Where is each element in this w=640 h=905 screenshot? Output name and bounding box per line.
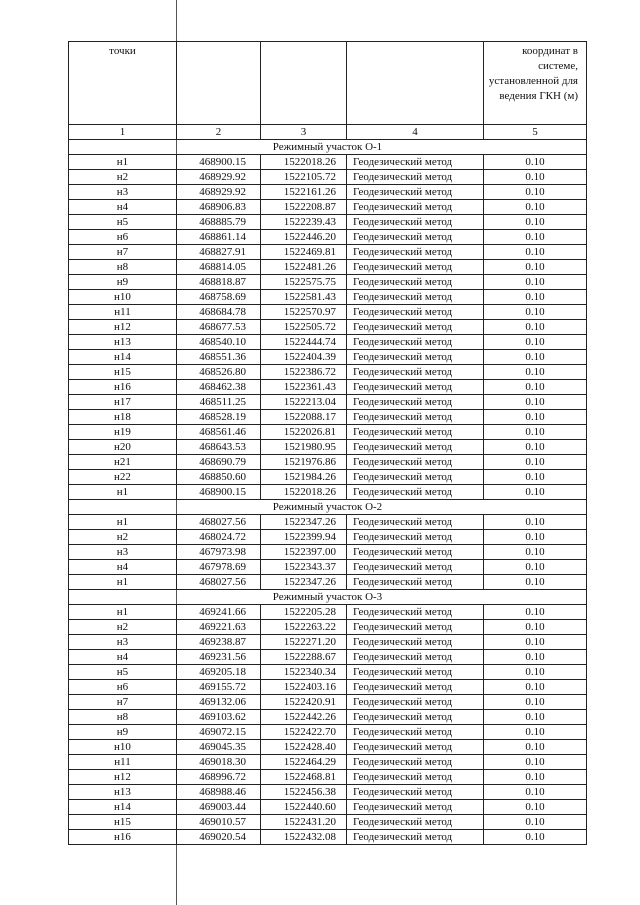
- x-coordinate-cell: 468906.83: [177, 200, 261, 215]
- y-coordinate-cell: 1522088.17: [261, 410, 347, 425]
- accuracy-cell: 0.10: [484, 815, 587, 830]
- point-name-cell: н15: [69, 365, 177, 380]
- point-name-cell: н13: [69, 335, 177, 350]
- y-coordinate-cell: 1522464.29: [261, 755, 347, 770]
- y-coordinate-cell: 1522263.22: [261, 620, 347, 635]
- accuracy-cell: 0.10: [484, 800, 587, 815]
- y-coordinate-cell: 1522347.26: [261, 575, 347, 590]
- point-name-cell: н18: [69, 410, 177, 425]
- y-coordinate-cell: 1522404.39: [261, 350, 347, 365]
- section-title-row: [69, 140, 587, 155]
- table-row: [69, 485, 587, 500]
- accuracy-cell: 0.10: [484, 830, 587, 845]
- x-coordinate-cell: 468024.72: [177, 530, 261, 545]
- point-name-cell: н22: [69, 470, 177, 485]
- method-cell: Геодезический метод: [347, 755, 484, 770]
- x-coordinate-cell: 468511.25: [177, 395, 261, 410]
- method-cell: Геодезический метод: [347, 320, 484, 335]
- x-coordinate-cell: 469155.72: [177, 680, 261, 695]
- method-cell: Геодезический метод: [347, 800, 484, 815]
- point-name-cell: н6: [69, 230, 177, 245]
- point-name-cell: н12: [69, 320, 177, 335]
- point-name-cell: н7: [69, 245, 177, 260]
- y-coordinate-cell: 1522386.72: [261, 365, 347, 380]
- x-coordinate-cell: 469045.35: [177, 740, 261, 755]
- point-name-cell: н1: [69, 575, 177, 590]
- accuracy-cell: 0.10: [484, 785, 587, 800]
- accuracy-cell: 0.10: [484, 770, 587, 785]
- method-cell: Геодезический метод: [347, 770, 484, 785]
- accuracy-cell: 0.10: [484, 515, 587, 530]
- table-row: [69, 245, 587, 260]
- point-name-cell: н3: [69, 185, 177, 200]
- column-number: 4: [347, 125, 484, 140]
- method-cell: Геодезический метод: [347, 365, 484, 380]
- point-name-cell: н2: [69, 530, 177, 545]
- accuracy-cell: 0.10: [484, 755, 587, 770]
- method-cell: Геодезический метод: [347, 605, 484, 620]
- x-coordinate-cell: 469241.66: [177, 605, 261, 620]
- table-row: [69, 770, 587, 785]
- table-row: [69, 155, 587, 170]
- y-coordinate-cell: 1522575.75: [261, 275, 347, 290]
- y-coordinate-cell: 1522446.20: [261, 230, 347, 245]
- accuracy-cell: 0.10: [484, 635, 587, 650]
- accuracy-cell: 0.10: [484, 455, 587, 470]
- accuracy-cell: 0.10: [484, 530, 587, 545]
- x-coordinate-cell: 469221.63: [177, 620, 261, 635]
- column-number: 1: [69, 125, 177, 140]
- x-coordinate-cell: 469231.56: [177, 650, 261, 665]
- point-name-cell: н15: [69, 815, 177, 830]
- x-coordinate-cell: 468929.92: [177, 185, 261, 200]
- y-coordinate-cell: 1522026.81: [261, 425, 347, 440]
- header-row: [69, 42, 587, 125]
- accuracy-cell: 0.10: [484, 185, 587, 200]
- point-name-cell: н20: [69, 440, 177, 455]
- table-row: [69, 215, 587, 230]
- y-coordinate-cell: 1521976.86: [261, 455, 347, 470]
- x-coordinate-cell: 468900.15: [177, 485, 261, 500]
- accuracy-cell: 0.10: [484, 665, 587, 680]
- method-cell: Геодезический метод: [347, 245, 484, 260]
- table-row: [69, 320, 587, 335]
- accuracy-cell: 0.10: [484, 485, 587, 500]
- accuracy-cell: 0.10: [484, 230, 587, 245]
- column-number-row: [69, 125, 587, 140]
- y-coordinate-cell: 1521980.95: [261, 440, 347, 455]
- y-coordinate-cell: 1522481.26: [261, 260, 347, 275]
- table-row: [69, 830, 587, 845]
- method-cell: Геодезический метод: [347, 410, 484, 425]
- method-cell: Геодезический метод: [347, 260, 484, 275]
- accuracy-cell: 0.10: [484, 470, 587, 485]
- x-coordinate-cell: 468677.53: [177, 320, 261, 335]
- section-title: Режимный участок О-2: [69, 500, 587, 515]
- point-name-cell: н11: [69, 305, 177, 320]
- method-cell: Геодезический метод: [347, 575, 484, 590]
- x-coordinate-cell: 468861.14: [177, 230, 261, 245]
- table-row: [69, 815, 587, 830]
- method-cell: Геодезический метод: [347, 560, 484, 575]
- x-coordinate-cell: 469238.87: [177, 635, 261, 650]
- y-coordinate-cell: 1522340.34: [261, 665, 347, 680]
- x-coordinate-cell: 469205.18: [177, 665, 261, 680]
- accuracy-cell: 0.10: [484, 170, 587, 185]
- x-coordinate-cell: 468827.91: [177, 245, 261, 260]
- method-cell: Геодезический метод: [347, 815, 484, 830]
- table-row: [69, 170, 587, 185]
- method-cell: Геодезический метод: [347, 305, 484, 320]
- point-name-cell: н5: [69, 215, 177, 230]
- y-coordinate-cell: 1522570.97: [261, 305, 347, 320]
- table-row: [69, 785, 587, 800]
- method-cell: Геодезический метод: [347, 185, 484, 200]
- method-cell: Геодезический метод: [347, 620, 484, 635]
- point-name-cell: н2: [69, 170, 177, 185]
- x-coordinate-cell: 468885.79: [177, 215, 261, 230]
- method-cell: Геодезический метод: [347, 170, 484, 185]
- y-coordinate-cell: 1522505.72: [261, 320, 347, 335]
- table-row: [69, 530, 587, 545]
- point-name-cell: н9: [69, 725, 177, 740]
- point-name-cell: н19: [69, 425, 177, 440]
- section-title-row: [69, 590, 587, 605]
- table-row: [69, 380, 587, 395]
- y-coordinate-cell: 1522428.40: [261, 740, 347, 755]
- y-coordinate-cell: 1521984.26: [261, 470, 347, 485]
- point-name-cell: н1: [69, 485, 177, 500]
- coordinates-table: [68, 41, 587, 845]
- table-row: [69, 545, 587, 560]
- y-coordinate-cell: 1522105.72: [261, 170, 347, 185]
- x-coordinate-cell: 467978.69: [177, 560, 261, 575]
- method-cell: Геодезический метод: [347, 680, 484, 695]
- method-cell: Геодезический метод: [347, 695, 484, 710]
- y-coordinate-cell: 1522444.74: [261, 335, 347, 350]
- point-name-cell: н11: [69, 755, 177, 770]
- method-cell: Геодезический метод: [347, 515, 484, 530]
- x-coordinate-cell: 469010.57: [177, 815, 261, 830]
- x-coordinate-cell: 468900.15: [177, 155, 261, 170]
- header-y: [261, 42, 347, 125]
- table-row: [69, 515, 587, 530]
- point-name-cell: н13: [69, 785, 177, 800]
- accuracy-cell: 0.10: [484, 260, 587, 275]
- table-row: [69, 575, 587, 590]
- y-coordinate-cell: 1522468.81: [261, 770, 347, 785]
- x-coordinate-cell: 468850.60: [177, 470, 261, 485]
- y-coordinate-cell: 1522208.87: [261, 200, 347, 215]
- x-coordinate-cell: 469020.54: [177, 830, 261, 845]
- table-row: [69, 425, 587, 440]
- method-cell: Геодезический метод: [347, 155, 484, 170]
- method-cell: Геодезический метод: [347, 335, 484, 350]
- y-coordinate-cell: 1522420.91: [261, 695, 347, 710]
- x-coordinate-cell: 468996.72: [177, 770, 261, 785]
- point-name-cell: н8: [69, 260, 177, 275]
- accuracy-cell: 0.10: [484, 215, 587, 230]
- point-name-cell: н14: [69, 800, 177, 815]
- point-name-cell: н7: [69, 695, 177, 710]
- accuracy-cell: 0.10: [484, 275, 587, 290]
- accuracy-cell: 0.10: [484, 350, 587, 365]
- point-name-cell: н14: [69, 350, 177, 365]
- table-row: [69, 230, 587, 245]
- x-coordinate-cell: 469132.06: [177, 695, 261, 710]
- method-cell: Геодезический метод: [347, 455, 484, 470]
- table-row: [69, 560, 587, 575]
- accuracy-cell: 0.10: [484, 395, 587, 410]
- table-row: [69, 440, 587, 455]
- table-body: [69, 42, 587, 845]
- accuracy-cell: 0.10: [484, 560, 587, 575]
- x-coordinate-cell: 469072.15: [177, 725, 261, 740]
- table-row: [69, 455, 587, 470]
- x-coordinate-cell: 469103.62: [177, 710, 261, 725]
- table-row: [69, 350, 587, 365]
- x-coordinate-cell: 468988.46: [177, 785, 261, 800]
- y-coordinate-cell: 1522343.37: [261, 560, 347, 575]
- table-row: [69, 290, 587, 305]
- table-row: [69, 635, 587, 650]
- section-title-row: [69, 500, 587, 515]
- table-row: [69, 305, 587, 320]
- y-coordinate-cell: 1522018.26: [261, 485, 347, 500]
- accuracy-cell: 0.10: [484, 245, 587, 260]
- table-row: [69, 470, 587, 485]
- header-accuracy: координат в системе, установленной для ведения ГКН (м): [484, 42, 587, 125]
- section-title: Режимный участок О-1: [69, 140, 587, 155]
- accuracy-cell: 0.10: [484, 425, 587, 440]
- header-point: точки: [69, 42, 177, 125]
- method-cell: Геодезический метод: [347, 650, 484, 665]
- method-cell: Геодезический метод: [347, 215, 484, 230]
- y-coordinate-cell: 1522422.70: [261, 725, 347, 740]
- y-coordinate-cell: 1522469.81: [261, 245, 347, 260]
- accuracy-cell: 0.10: [484, 200, 587, 215]
- method-cell: Геодезический метод: [347, 440, 484, 455]
- x-coordinate-cell: 468758.69: [177, 290, 261, 305]
- y-coordinate-cell: 1522361.43: [261, 380, 347, 395]
- accuracy-cell: 0.10: [484, 740, 587, 755]
- accuracy-cell: 0.10: [484, 605, 587, 620]
- table-row: [69, 185, 587, 200]
- x-coordinate-cell: 468526.80: [177, 365, 261, 380]
- x-coordinate-cell: 469003.44: [177, 800, 261, 815]
- table-row: [69, 710, 587, 725]
- point-name-cell: н10: [69, 290, 177, 305]
- accuracy-cell: 0.10: [484, 305, 587, 320]
- point-name-cell: н6: [69, 680, 177, 695]
- x-coordinate-cell: 468690.79: [177, 455, 261, 470]
- method-cell: Геодезический метод: [347, 380, 484, 395]
- method-cell: Геодезический метод: [347, 230, 484, 245]
- point-name-cell: н12: [69, 770, 177, 785]
- accuracy-cell: 0.10: [484, 155, 587, 170]
- table-row: [69, 395, 587, 410]
- y-coordinate-cell: 1522399.94: [261, 530, 347, 545]
- method-cell: Геодезический метод: [347, 395, 484, 410]
- table-row: [69, 755, 587, 770]
- accuracy-cell: 0.10: [484, 380, 587, 395]
- point-name-cell: н8: [69, 710, 177, 725]
- point-name-cell: н9: [69, 275, 177, 290]
- x-coordinate-cell: 468929.92: [177, 170, 261, 185]
- method-cell: Геодезический метод: [347, 785, 484, 800]
- accuracy-cell: 0.10: [484, 440, 587, 455]
- x-coordinate-cell: 468814.05: [177, 260, 261, 275]
- point-name-cell: н2: [69, 620, 177, 635]
- point-name-cell: н3: [69, 635, 177, 650]
- method-cell: Геодезический метод: [347, 470, 484, 485]
- accuracy-cell: 0.10: [484, 410, 587, 425]
- column-number: 3: [261, 125, 347, 140]
- point-name-cell: н4: [69, 650, 177, 665]
- y-coordinate-cell: 1522347.26: [261, 515, 347, 530]
- table-row: [69, 620, 587, 635]
- x-coordinate-cell: 468462.38: [177, 380, 261, 395]
- method-cell: Геодезический метод: [347, 710, 484, 725]
- method-cell: Геодезический метод: [347, 350, 484, 365]
- x-coordinate-cell: 468684.78: [177, 305, 261, 320]
- point-name-cell: н1: [69, 515, 177, 530]
- y-coordinate-cell: 1522581.43: [261, 290, 347, 305]
- table-row: [69, 275, 587, 290]
- y-coordinate-cell: 1522161.26: [261, 185, 347, 200]
- section-title: Режимный участок О-3: [69, 590, 587, 605]
- x-coordinate-cell: 468643.53: [177, 440, 261, 455]
- point-name-cell: н21: [69, 455, 177, 470]
- header-x: [177, 42, 261, 125]
- method-cell: Геодезический метод: [347, 545, 484, 560]
- point-name-cell: н4: [69, 560, 177, 575]
- accuracy-cell: 0.10: [484, 680, 587, 695]
- method-cell: Геодезический метод: [347, 530, 484, 545]
- method-cell: Геодезический метод: [347, 485, 484, 500]
- point-name-cell: н4: [69, 200, 177, 215]
- method-cell: Геодезический метод: [347, 200, 484, 215]
- y-coordinate-cell: 1522239.43: [261, 215, 347, 230]
- x-coordinate-cell: 467973.98: [177, 545, 261, 560]
- table-row: [69, 410, 587, 425]
- method-cell: Геодезический метод: [347, 425, 484, 440]
- accuracy-cell: 0.10: [484, 575, 587, 590]
- point-name-cell: н1: [69, 605, 177, 620]
- table-row: [69, 650, 587, 665]
- accuracy-cell: 0.10: [484, 290, 587, 305]
- header-method: [347, 42, 484, 125]
- accuracy-cell: 0.10: [484, 710, 587, 725]
- y-coordinate-cell: 1522432.08: [261, 830, 347, 845]
- y-coordinate-cell: 1522431.20: [261, 815, 347, 830]
- column-number: 2: [177, 125, 261, 140]
- method-cell: Геодезический метод: [347, 275, 484, 290]
- y-coordinate-cell: 1522288.67: [261, 650, 347, 665]
- table-row: [69, 260, 587, 275]
- accuracy-cell: 0.10: [484, 335, 587, 350]
- accuracy-cell: 0.10: [484, 320, 587, 335]
- y-coordinate-cell: 1522205.28: [261, 605, 347, 620]
- x-coordinate-cell: 468561.46: [177, 425, 261, 440]
- table-row: [69, 680, 587, 695]
- point-name-cell: н5: [69, 665, 177, 680]
- table-row: [69, 365, 587, 380]
- accuracy-cell: 0.10: [484, 695, 587, 710]
- point-name-cell: н16: [69, 380, 177, 395]
- y-coordinate-cell: 1522442.26: [261, 710, 347, 725]
- table-row: [69, 605, 587, 620]
- method-cell: Геодезический метод: [347, 290, 484, 305]
- accuracy-cell: 0.10: [484, 365, 587, 380]
- point-name-cell: н17: [69, 395, 177, 410]
- x-coordinate-cell: 468818.87: [177, 275, 261, 290]
- y-coordinate-cell: 1522018.26: [261, 155, 347, 170]
- table-row: [69, 335, 587, 350]
- point-name-cell: н3: [69, 545, 177, 560]
- accuracy-cell: 0.10: [484, 725, 587, 740]
- accuracy-cell: 0.10: [484, 545, 587, 560]
- table-row: [69, 740, 587, 755]
- accuracy-cell: 0.10: [484, 650, 587, 665]
- column-number: 5: [484, 125, 587, 140]
- method-cell: Геодезический метод: [347, 740, 484, 755]
- method-cell: Геодезический метод: [347, 830, 484, 845]
- x-coordinate-cell: 468027.56: [177, 575, 261, 590]
- y-coordinate-cell: 1522403.16: [261, 680, 347, 695]
- table-row: [69, 725, 587, 740]
- x-coordinate-cell: 468551.36: [177, 350, 261, 365]
- table-row: [69, 665, 587, 680]
- x-coordinate-cell: 468027.56: [177, 515, 261, 530]
- table-row: [69, 200, 587, 215]
- point-name-cell: н10: [69, 740, 177, 755]
- y-coordinate-cell: 1522456.38: [261, 785, 347, 800]
- y-coordinate-cell: 1522271.20: [261, 635, 347, 650]
- point-name-cell: н1: [69, 155, 177, 170]
- y-coordinate-cell: 1522213.04: [261, 395, 347, 410]
- x-coordinate-cell: 469018.30: [177, 755, 261, 770]
- table-row: [69, 695, 587, 710]
- method-cell: Геодезический метод: [347, 725, 484, 740]
- point-name-cell: н16: [69, 830, 177, 845]
- method-cell: Геодезический метод: [347, 635, 484, 650]
- x-coordinate-cell: 468540.10: [177, 335, 261, 350]
- y-coordinate-cell: 1522440.60: [261, 800, 347, 815]
- x-coordinate-cell: 468528.19: [177, 410, 261, 425]
- table-row: [69, 800, 587, 815]
- method-cell: Геодезический метод: [347, 665, 484, 680]
- y-coordinate-cell: 1522397.00: [261, 545, 347, 560]
- accuracy-cell: 0.10: [484, 620, 587, 635]
